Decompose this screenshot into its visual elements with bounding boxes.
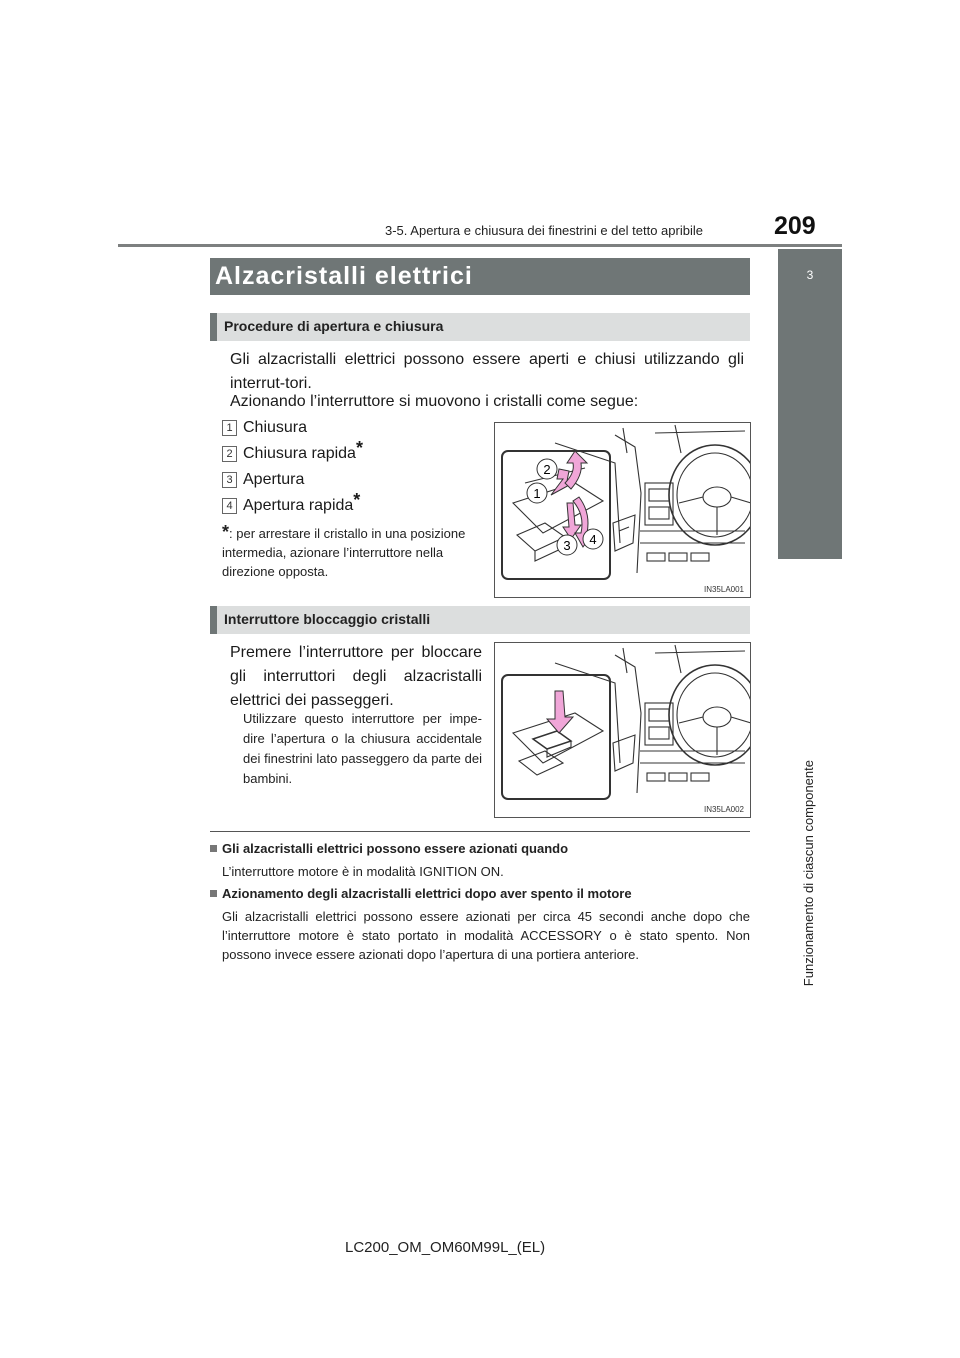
figure-code: IN35LA002	[703, 805, 744, 814]
divider	[210, 831, 750, 832]
section-title: Alzacristalli elettrici	[215, 262, 473, 290]
header-rule	[118, 244, 842, 247]
subheading-bar-lock	[210, 606, 750, 634]
lock-text: Premere l’interruttore per bloccare gli interruttori degli alzacristalli elettrici dei passeggeri.	[230, 644, 482, 709]
intro-text-2: Azionando l’interruttore si muovono i cristalli come segue:	[230, 393, 639, 410]
chapter-tab	[778, 249, 842, 559]
callout-label: 1	[533, 486, 541, 501]
chapter-title: Funzionamento di ciascun componente	[801, 760, 816, 987]
bullet-square-icon	[210, 890, 217, 897]
section-title-bar	[210, 258, 750, 295]
step-label: Chiusura rapida*	[243, 438, 363, 462]
step-label: Apertura rapida*	[243, 490, 361, 514]
subheading-open-close: Procedure di apertura e chiusura	[224, 318, 444, 334]
running-header: 3-5. Apertura e chiusura dei finestrini e del tetto apribile	[385, 223, 703, 238]
intro-text: Gli alzacristalli elettrici possono essere aperti e chiusi utilizzando gli interrut-tori.	[230, 351, 744, 392]
step-number: 4	[222, 498, 237, 514]
illustration-door-switches	[495, 423, 750, 597]
subheading-lock: Interruttore bloccaggio cristalli	[224, 611, 431, 627]
callout-label: 4	[589, 532, 597, 547]
step-label: Chiusura	[243, 419, 308, 436]
step-number: 2	[222, 446, 237, 462]
illustration-lock-switch	[495, 643, 750, 817]
bullet-square-icon	[210, 845, 217, 852]
bullet-heading: Gli alzacristalli elettrici possono essere azionati quando	[210, 841, 750, 856]
callout-label: 2	[543, 462, 551, 477]
figure-window-switch	[494, 422, 751, 598]
bullet-body: L’interruttore motore è in modalità IGNITION ON.	[222, 864, 504, 879]
bullet-body: Gli alzacristalli elettrici possono essere azionati per circa 45 secondi anche dopo che l’interruttore motore è stato portato in modalità ACCESSORY o è stato spento. Non possono invece essere azionati dopo l’apertura di una portiera anteriore.	[222, 909, 750, 962]
document-code: LC200_OM_OM60M99L_(EL)	[345, 1239, 546, 1256]
callout-label: 3	[563, 538, 571, 553]
figure-lock-switch	[494, 642, 751, 818]
chapter-number: 3	[806, 268, 814, 282]
bullet-heading: Azionamento degli alzacristalli elettrici dopo aver spento il motore	[210, 886, 750, 901]
subheading-bar-open-close	[210, 313, 750, 341]
step-number: 1	[222, 420, 237, 436]
footnote: *: per arrestare il cristallo in una posizione intermedia, azionare l’interruttore nella direzione opposta.	[222, 522, 466, 579]
step-number: 3	[222, 472, 237, 488]
lock-note: Utilizzare questo interruttore per impe-dire l’apertura o la chiusura accidentale dei finestrini lato passeggero da parte dei bambini.	[243, 711, 482, 786]
figure-code: IN35LA001	[703, 585, 744, 594]
step-label: Apertura	[243, 471, 305, 488]
page-number: 209	[774, 212, 816, 240]
